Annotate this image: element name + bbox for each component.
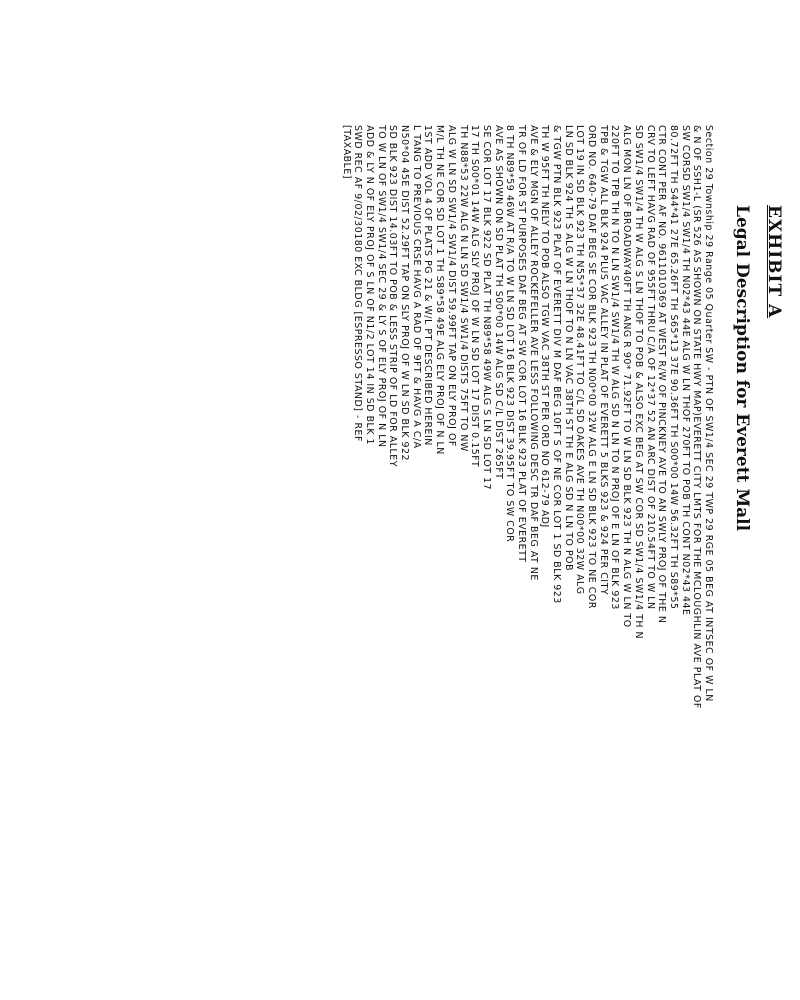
legal-description-line: ADD & LY N OF ELY PROJ OF S LN OF N1/2 LOT 14 IN SD BLK 1 bbox=[364, 125, 376, 446]
legal-description-line: AVE AS SHOWN ON SD PLAT TH S00*00 14W ALG SD C/L DIST 265FT bbox=[492, 125, 504, 480]
legal-description-line: Section 29 Township 29 Range 05 Quarter SW - PTN OF SW1/4 SEC 29 TWP 29 RGE 05 BEG AT INTSEC OF W LN bbox=[703, 125, 714, 702]
legal-description-line: [TAXABLE] bbox=[340, 125, 352, 180]
legal-description-line: SE COR LOT 17 BLK 922 SD PLAT TH N89*58 49W ALG S LN SD LOT 17 bbox=[480, 125, 492, 491]
legal-description-line: L TANG TO PREVIOUS CRSE HAVG A RAD OF 9FT & HAVG A C/A bbox=[410, 125, 422, 449]
legal-description-line: SD BLK 923 DIST 14.03FT TO POB & LESS STRIP OF LD FOR ALLEY bbox=[387, 125, 399, 468]
legal-description-line: TPB & TGW ALL BLK 924 PLUS VAC ALLEY IN PLAT OF EVERETT 5 BLKS 923 & 924 PER CITY bbox=[597, 125, 609, 596]
legal-description-line: ALG MON LN OF BROADWAY40FT TH ANG R 90* 71.92FT TO W LN SD BLK 923 TH N ALG W LN TO bbox=[621, 125, 633, 628]
legal-description-line: 8 TH N89*59 46W AT R/A TO W LN SD LOT 16 BLK 923 DIST 39.95FT TO SW COR bbox=[504, 125, 516, 543]
legal-description-body bbox=[340, 125, 714, 709]
heading-block bbox=[732, 205, 784, 531]
legal-description-line: SD SW1/4 SW1/4 TH W ALG S LN THOF TO POB & ALSO EXC BEG AT SW COR SD SW1/4 SW1/4 TH N bbox=[632, 125, 644, 640]
legal-description-line: 1ST ADD VOL 4 OF PLATS PG 21 & W/L PT DESCRIBED HEREIN bbox=[422, 125, 434, 446]
document-title: Legal Description for Everett Mall bbox=[732, 205, 752, 532]
legal-description-line: LN SD BLK 924 TH S ALG W LN THOF TO N LN VAC 38TH ST TH E ALG SD N LN TO POB bbox=[562, 125, 574, 572]
exhibit-label: EXHIBIT A bbox=[764, 205, 784, 319]
legal-description-line: LOT 19 IN SD BLK 923 TH N55*37 32E 48.41FT TO C/L SD OAKES AVE TH N00*00 32W ALG bbox=[574, 125, 586, 595]
legal-description-line: N50*04 45E DIST 52.29FT TAP ON SLY PROJ OF W LN SD BLK 922 bbox=[399, 125, 411, 462]
legal-description-line: ALG W LN SD SW1/4 SW1/4 DIST 59.99FT TAP ON ELY PROJ OF bbox=[445, 125, 457, 447]
legal-description-line: ORD NO. 640-79 DAF BEG SE COR BLK 923 TH N00*00 32W ALG E LN SD BLK 923 TO NE COR bbox=[586, 125, 598, 609]
legal-description-line: 220FT TO TPB TH N TO N LN SW1/4 SW1/4 TH W ALG SD N LN TO N PROJ OF E LN OF BLK 923 bbox=[609, 125, 621, 610]
legal-description-line: 80.72FT TH S44*41 27E 65.26FT TH S65*13 37E 90.36FT TH S00*00 14W 56.32FT TH S89*55 bbox=[667, 125, 679, 610]
legal-description-line: 17 TH S00*01 14W ALG SLY PROJ OF W LN SD LOT 17 DIST 0.15FT bbox=[469, 125, 481, 468]
legal-description-line: TO W LN OF SW1/4 SW1/4 SEC 29 & LY S OF ELY PROJ OF N LN bbox=[375, 125, 387, 448]
legal-description-line: TR OF LD FOR ST PURPOSES DAF BEG AT SW COR LOT 16 BLK 923 PLAT OF EVERETT bbox=[516, 125, 527, 563]
legal-description-line: CTR CONT PER AF NO. 9611010369 AT WEST R/W OF PINCKNEY AVE TO AN SWLY PROJ OF THE N bbox=[656, 125, 668, 624]
legal-description-line: TH W 95FT TH NELY TO POB ALSO TGW VAC 38TH ST PER ORD NO 612-79 ADJ bbox=[539, 125, 551, 528]
legal-description-line: SWD REC AF 9/02/30180 EXC BLDG [ESPRESSO STAND] - REF bbox=[352, 125, 364, 442]
legal-description-line: & TGW PTN BLK 923 PLAT OF EVERETT DIV M DAF BEG 10FT S OF NE COR LOT 1 SD BLK 923 bbox=[551, 125, 563, 604]
legal-description-line: & N OF SSH1-L (SR 526 AS SHOWN ON STATE HWY MAP)EVERETT CITY LMTS FOR THE MCLOUGHLIN AVE PLAT OF bbox=[691, 125, 703, 709]
legal-description-line: TH N88*53 22W ALG N LN SD SW1/4 SW1/4 DISTS 75FT TO NW bbox=[457, 125, 469, 452]
legal-description-line: M/L TH NE COR SD LOT 1 TH S89*58 49E ALG ELY PROJ OF N LN bbox=[434, 125, 446, 455]
legal-description-line: AVE & ELY MGN OF ALLEY ROCKEFELLER AVE LESS FOLLOWING DESC TR DAF BEG AT NE bbox=[527, 125, 539, 581]
legal-description-line: CRV TO LEFT HAVG RAD OF 955FT THRU C/A OF 12*37 52 AN ARC DIST OF 210.54FT TO W LN bbox=[644, 125, 656, 610]
legal-description-line: SW CORSD SW1/4 SW1/4 TH N02*43 44E ALG W LN THOF 270FT TO POB TH CONT N02*43 44E bbox=[679, 125, 691, 616]
